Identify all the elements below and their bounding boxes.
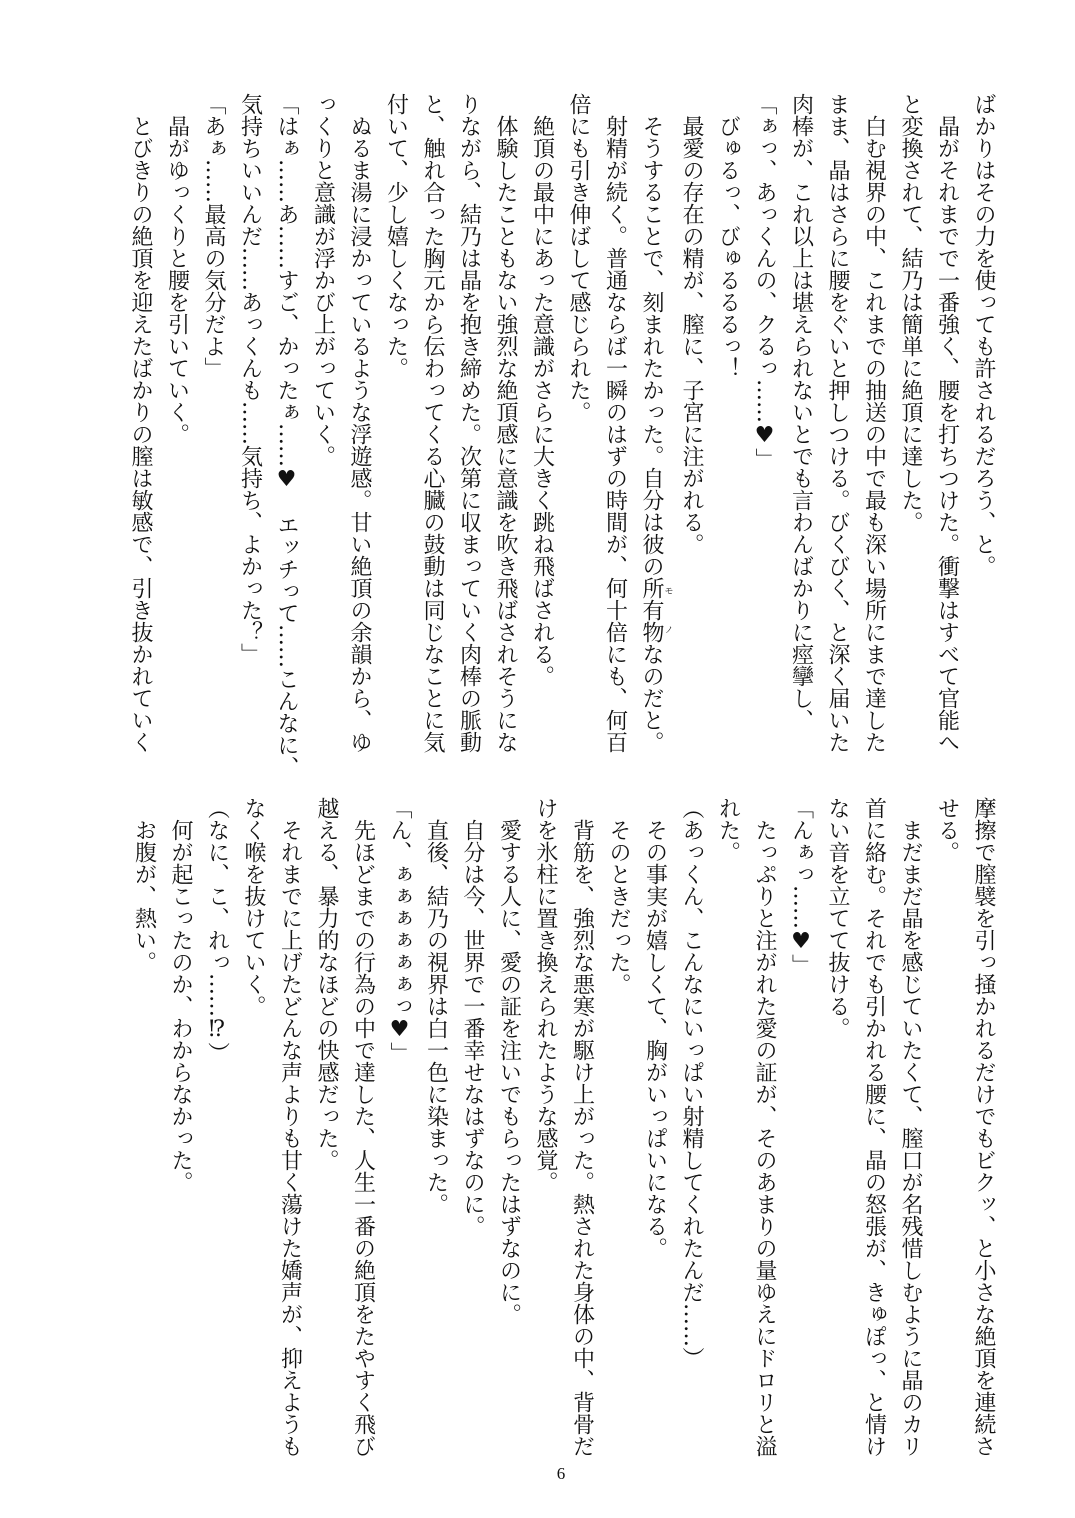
text-line: 最愛の存在の精が、膣に、子宮に注がれる。: [679, 93, 704, 555]
text-line: けを氷柱に置き換えられたような感覚。: [533, 797, 558, 1193]
text-line: それまでに上げたどんな声よりも甘く蕩けた嬌声が、抑えようも: [277, 797, 303, 1457]
text-line: 絶頂の最中にあった意識がさらに大きく跳ね飛ばされる。: [529, 93, 555, 687]
text-line: 先ほどまでの行為の中で達した、人生一番の絶頂をたやすく飛び: [350, 797, 376, 1457]
text-line: 晶がゆっくりと腰を引いていく。: [164, 93, 190, 445]
text-line: っくりと意識が浮かび上がっていく。: [310, 93, 336, 467]
text-line: 白む視界の中、これまでの抽送の中で最も深い場所にまで達した: [861, 93, 887, 753]
text-line: と変換されて、結乃は簡単に絶頂に達した。: [898, 93, 923, 533]
ruby-reading: モノ: [662, 577, 673, 643]
text-line: 首に絡む。それでも引かれる腰に、晶の怒張が、きゅぽっ、と情け: [861, 797, 887, 1457]
text-segment: そうすることで、刻まれたかった。自分は彼の: [639, 93, 664, 577]
text-line: そのときだった。: [606, 797, 631, 995]
text-line-with-ruby: [633, 93, 673, 755]
text-line: 摩擦で膣襞を引っ掻かれるだけでもビクッ、と小さな絶頂を連続さ: [971, 797, 996, 1457]
page-number: 6: [556, 1464, 566, 1483]
text-line: まま、晶はさらに腰をぐいと押しつける。びくびく、と深く届いた: [825, 93, 850, 753]
bottom-text-block: [121, 797, 1001, 1459]
text-line: せる。: [934, 797, 960, 863]
text-line: びゅるっ、びゅるるるっ！: [715, 93, 741, 379]
text-line: まだまだ晶を感じていたくて、膣口が名残惜しむように晶のカリ: [898, 797, 923, 1457]
text-line: 付いて、少し嬉しくなった。: [383, 93, 409, 379]
text-line: 「はぁ……あ……すご、かったぁ……♥ エッチって……こんなに、: [274, 93, 299, 778]
text-line: 直後、結乃の視界は白一色に染まった。: [423, 797, 449, 1215]
text-line: 肉棒が、これ以上は堪えられないとでも言わんばかりに痙攣し、: [788, 93, 814, 731]
text-line: 背筋を、強烈な悪寒が駆け上がった。熱された身体の中、背骨だ: [569, 797, 595, 1457]
text-line: 自分は今、世界で一番幸せなはずなのに。: [460, 797, 485, 1237]
text-line: 「ぁっ、あっくんの、クるっ……♥」: [752, 93, 777, 470]
text-line: 「あぁ……最高の気分だよ」: [201, 93, 226, 379]
text-line: ぬるま湯に浸かっているような浮遊感。甘い絶頂の余韻から、ゆ: [347, 93, 372, 753]
text-line: 倍にも引き伸ばして感じられた。: [566, 93, 591, 423]
text-line: れた。: [715, 797, 741, 863]
text-line: たっぷりと注がれた愛の証が、そのあまりの量ゆえにドロリと溢: [752, 797, 777, 1457]
text-line: 体験したこともない強烈な絶頂感に意識を吹き飛ばされそうにな: [493, 93, 518, 753]
text-line: なく喉を抜けていく。: [241, 797, 266, 1017]
ruby-base: 所有物: [639, 577, 664, 643]
text-line: （あっくん、こんなにいっぱい射精してくれたんだ……）: [679, 797, 704, 1369]
text-line: 越える、暴力的なほどの快感だった。: [314, 797, 339, 1171]
text-line: その事実が嬉しくて、胸がいっぱいになる。: [642, 797, 668, 1259]
text-segment: なのだと。: [639, 643, 664, 753]
text-line: ない音を立てて抜ける。: [825, 797, 850, 1039]
text-line: りながら、結乃は晶を抱き締めた。次第に収まっていく肉棒の脈動: [456, 93, 482, 753]
text-line: 何が起こったのか、わからなかった。: [168, 797, 193, 1193]
ruby-annotation: [639, 577, 673, 643]
text-line: ばかりはその力を使っても許されるだろう、と。: [971, 93, 996, 577]
text-line: と、触れ合った胸元から伝わってくる心臓の鼓動は同じなことに気: [420, 93, 445, 753]
text-line: お腹が、熱い。: [131, 797, 157, 973]
text-line: 気持ちいいんだ……あっくんも……気持ち、よかった？」: [237, 93, 263, 665]
text-line: （なに、こ、れっ……⁉）: [204, 797, 230, 1064]
text-line: とびきりの絶頂を迎えたばかりの膣は敏感で、引き抜かれていく: [128, 93, 153, 753]
text-line: 愛する人に、愛の証を注いでもらったはずなのに。: [496, 797, 522, 1325]
text-line: 「ん、ぁぁぁぁぁぁっ♥」: [387, 797, 412, 1064]
text-line: 晶がそれまでで一番強く、腰を打ちつけた。衝撃はすべて官能へ: [934, 93, 960, 753]
text-line: 「んぁっ……♥」: [788, 797, 814, 976]
top-text-block: [121, 93, 1001, 778]
text-line: 射精が続く。普通ならば一瞬のはずの時間が、何十倍にも、何百: [602, 93, 628, 753]
